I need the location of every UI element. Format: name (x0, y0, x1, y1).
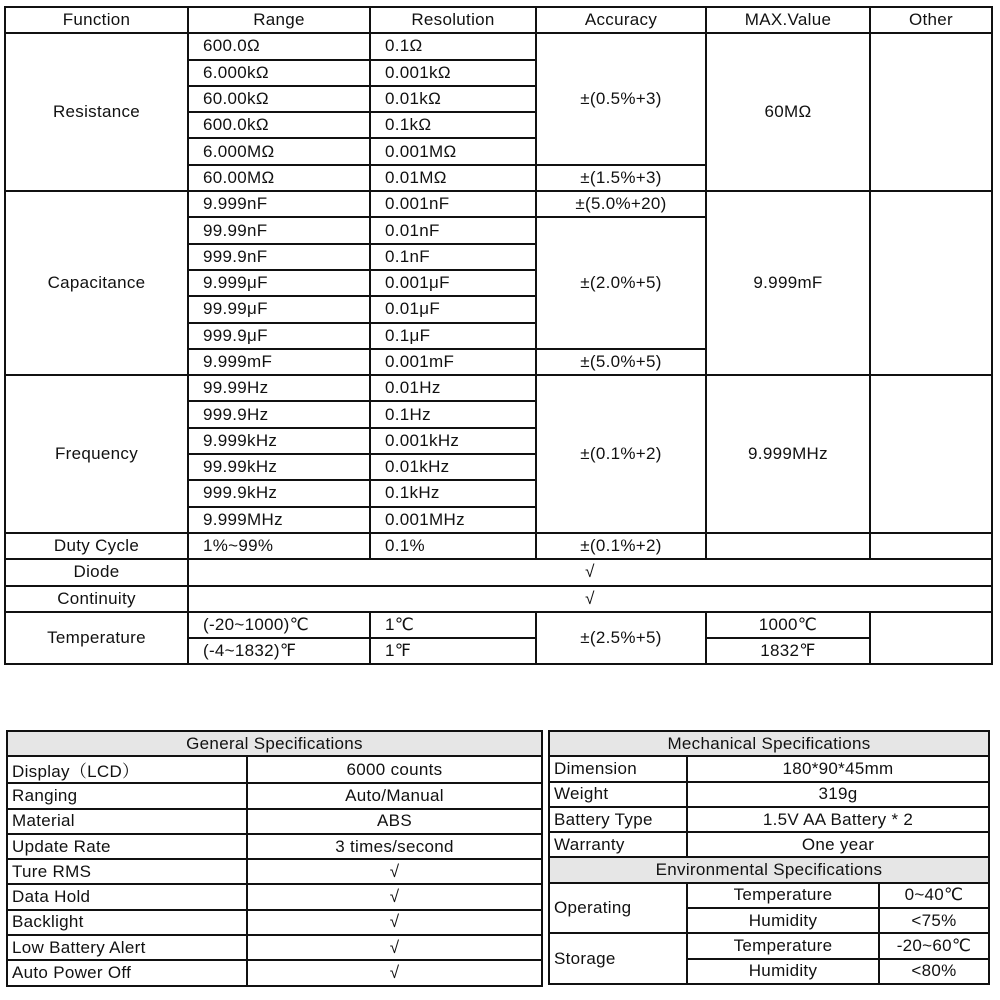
header-range: Range (188, 7, 370, 33)
range-cell: 99.99μF (188, 296, 370, 322)
resolution-cell: 0.1kHz (370, 480, 536, 506)
spec-label: Ture RMS (7, 859, 247, 884)
env-param-label: Humidity (687, 908, 879, 933)
spec-value: √ (247, 884, 542, 909)
range-cell: 600.0kΩ (188, 112, 370, 138)
spec-label: Data Hold (7, 884, 247, 909)
table-row (5, 33, 992, 59)
range-cell: 999.9μF (188, 323, 370, 349)
accuracy-cell: ±(2.5%+5) (536, 612, 706, 665)
max-value-cell: 1000℃ (706, 612, 870, 638)
resolution-cell: 0.1μF (370, 323, 536, 349)
table-row (549, 933, 989, 958)
max-value-cell (706, 533, 870, 559)
resolution-cell: 1℃ (370, 612, 536, 638)
table-row (549, 756, 989, 781)
range-cell: 600.0Ω (188, 33, 370, 59)
spec-label: Battery Type (549, 807, 687, 832)
table-header-row (549, 857, 989, 882)
range-cell: 9.999MHz (188, 507, 370, 533)
resolution-cell: 0.01μF (370, 296, 536, 322)
env-param-value: <75% (879, 908, 989, 933)
table-row (549, 832, 989, 857)
table-row (5, 191, 992, 217)
spec-label: Warranty (549, 832, 687, 857)
resolution-cell: 0.001nF (370, 191, 536, 217)
spec-value: 6000 counts (247, 756, 542, 783)
resolution-cell: 0.001kHz (370, 428, 536, 454)
resolution-cell: 0.01Hz (370, 375, 536, 401)
operating-label: Operating (549, 883, 687, 934)
table-header-row (7, 731, 542, 756)
other-cell (870, 533, 992, 559)
resolution-cell: 0.1nF (370, 244, 536, 270)
table-row (5, 375, 992, 401)
range-cell: (-20~1000)℃ (188, 612, 370, 638)
table-row (7, 859, 542, 884)
spec-value: ABS (247, 809, 542, 834)
range-cell: 6.000kΩ (188, 60, 370, 86)
env-param-label: Humidity (687, 959, 879, 984)
max-value-cell: 9.999MHz (706, 375, 870, 533)
range-cell: 6.000MΩ (188, 138, 370, 164)
range-cell: 99.99kHz (188, 454, 370, 480)
table-row (7, 756, 542, 783)
function-continuity: Continuity (5, 586, 188, 612)
resolution-cell: 0.1% (370, 533, 536, 559)
table-row (5, 559, 992, 585)
resolution-cell: 1℉ (370, 638, 536, 664)
spec-label: Update Rate (7, 834, 247, 859)
spec-value: 180*90*45mm (687, 756, 989, 781)
range-cell: 9.999kHz (188, 428, 370, 454)
measurement-spec-table (4, 6, 993, 665)
accuracy-cell: ±(2.0%+5) (536, 217, 706, 348)
resolution-cell: 0.01kHz (370, 454, 536, 480)
table-row (7, 834, 542, 859)
range-cell: 999.9kHz (188, 480, 370, 506)
accuracy-cell: ±(1.5%+3) (536, 165, 706, 191)
max-value-cell: 60MΩ (706, 33, 870, 191)
table-row (7, 935, 542, 960)
spec-value: √ (247, 859, 542, 884)
resolution-cell: 0.1kΩ (370, 112, 536, 138)
header-other: Other (870, 7, 992, 33)
spec-value: Auto/Manual (247, 783, 542, 808)
accuracy-cell: ±(0.1%+2) (536, 375, 706, 533)
resolution-cell: 0.01nF (370, 217, 536, 243)
table-row (7, 809, 542, 834)
function-resistance: Resistance (5, 33, 188, 191)
env-param-label: Temperature (687, 933, 879, 958)
env-param-value: 0~40℃ (879, 883, 989, 908)
table-row (7, 884, 542, 909)
spec-value: √ (247, 910, 542, 935)
other-cell (870, 375, 992, 533)
spec-label: Material (7, 809, 247, 834)
range-cell: 999.9Hz (188, 401, 370, 427)
header-resolution: Resolution (370, 7, 536, 33)
table-row (549, 807, 989, 832)
environmental-spec-title: Environmental Specifications (549, 857, 989, 882)
spec-label: Backlight (7, 910, 247, 935)
spec-value: √ (247, 935, 542, 960)
other-cell (870, 191, 992, 375)
table-header-row (549, 731, 989, 756)
diode-check: √ (188, 559, 992, 585)
mechanical-spec-title: Mechanical Specifications (549, 731, 989, 756)
max-value-cell: 9.999mF (706, 191, 870, 375)
table-header-row (5, 7, 992, 33)
table-row (5, 533, 992, 559)
function-frequency: Frequency (5, 375, 188, 533)
resolution-cell: 0.1Ω (370, 33, 536, 59)
table-row (7, 783, 542, 808)
spec-label: Display（LCD） (7, 756, 247, 783)
continuity-check: √ (188, 586, 992, 612)
spec-value: 319g (687, 782, 989, 807)
spec-value: 1.5V AA Battery * 2 (687, 807, 989, 832)
env-param-label: Temperature (687, 883, 879, 908)
range-cell: 1%~99% (188, 533, 370, 559)
header-function: Function (5, 7, 188, 33)
resolution-cell: 0.001kΩ (370, 60, 536, 86)
table-row (7, 910, 542, 935)
resolution-cell: 0.01kΩ (370, 86, 536, 112)
range-cell: (-4~1832)℉ (188, 638, 370, 664)
resolution-cell: 0.001μF (370, 270, 536, 296)
spec-value: One year (687, 832, 989, 857)
table-row (5, 612, 992, 638)
env-param-value: <80% (879, 959, 989, 984)
table-row (549, 782, 989, 807)
range-cell: 99.99Hz (188, 375, 370, 401)
range-cell: 60.00kΩ (188, 86, 370, 112)
function-capacitance: Capacitance (5, 191, 188, 375)
range-cell: 999.9nF (188, 244, 370, 270)
resolution-cell: 0.001MΩ (370, 138, 536, 164)
mechanical-spec-table (548, 730, 990, 985)
range-cell: 60.00MΩ (188, 165, 370, 191)
storage-label: Storage (549, 933, 687, 984)
resolution-cell: 0.001MHz (370, 507, 536, 533)
function-diode: Diode (5, 559, 188, 585)
range-cell: 99.99nF (188, 217, 370, 243)
function-temperature: Temperature (5, 612, 188, 665)
accuracy-cell: ±(0.5%+3) (536, 33, 706, 164)
accuracy-cell: ±(5.0%+5) (536, 349, 706, 375)
env-param-value: -20~60℃ (879, 933, 989, 958)
accuracy-cell: ±(0.1%+2) (536, 533, 706, 559)
resolution-cell: 0.1Hz (370, 401, 536, 427)
resolution-cell: 0.01MΩ (370, 165, 536, 191)
table-row (549, 883, 989, 908)
header-max-value: MAX.Value (706, 7, 870, 33)
table-row (5, 586, 992, 612)
accuracy-cell: ±(5.0%+20) (536, 191, 706, 217)
spec-label: Low Battery Alert (7, 935, 247, 960)
general-spec-title: General Specifications (7, 731, 542, 756)
other-cell (870, 33, 992, 191)
resolution-cell: 0.001mF (370, 349, 536, 375)
spec-label: Weight (549, 782, 687, 807)
spec-label: Ranging (7, 783, 247, 808)
other-cell (870, 612, 992, 665)
range-cell: 9.999nF (188, 191, 370, 217)
spec-value: √ (247, 960, 542, 985)
general-spec-table (6, 730, 543, 987)
range-cell: 9.999μF (188, 270, 370, 296)
spec-label: Auto Power Off (7, 960, 247, 985)
spec-value: 3 times/second (247, 834, 542, 859)
table-row (7, 960, 542, 985)
range-cell: 9.999mF (188, 349, 370, 375)
max-value-cell: 1832℉ (706, 638, 870, 664)
spec-label: Dimension (549, 756, 687, 781)
function-duty-cycle: Duty Cycle (5, 533, 188, 559)
header-accuracy: Accuracy (536, 7, 706, 33)
